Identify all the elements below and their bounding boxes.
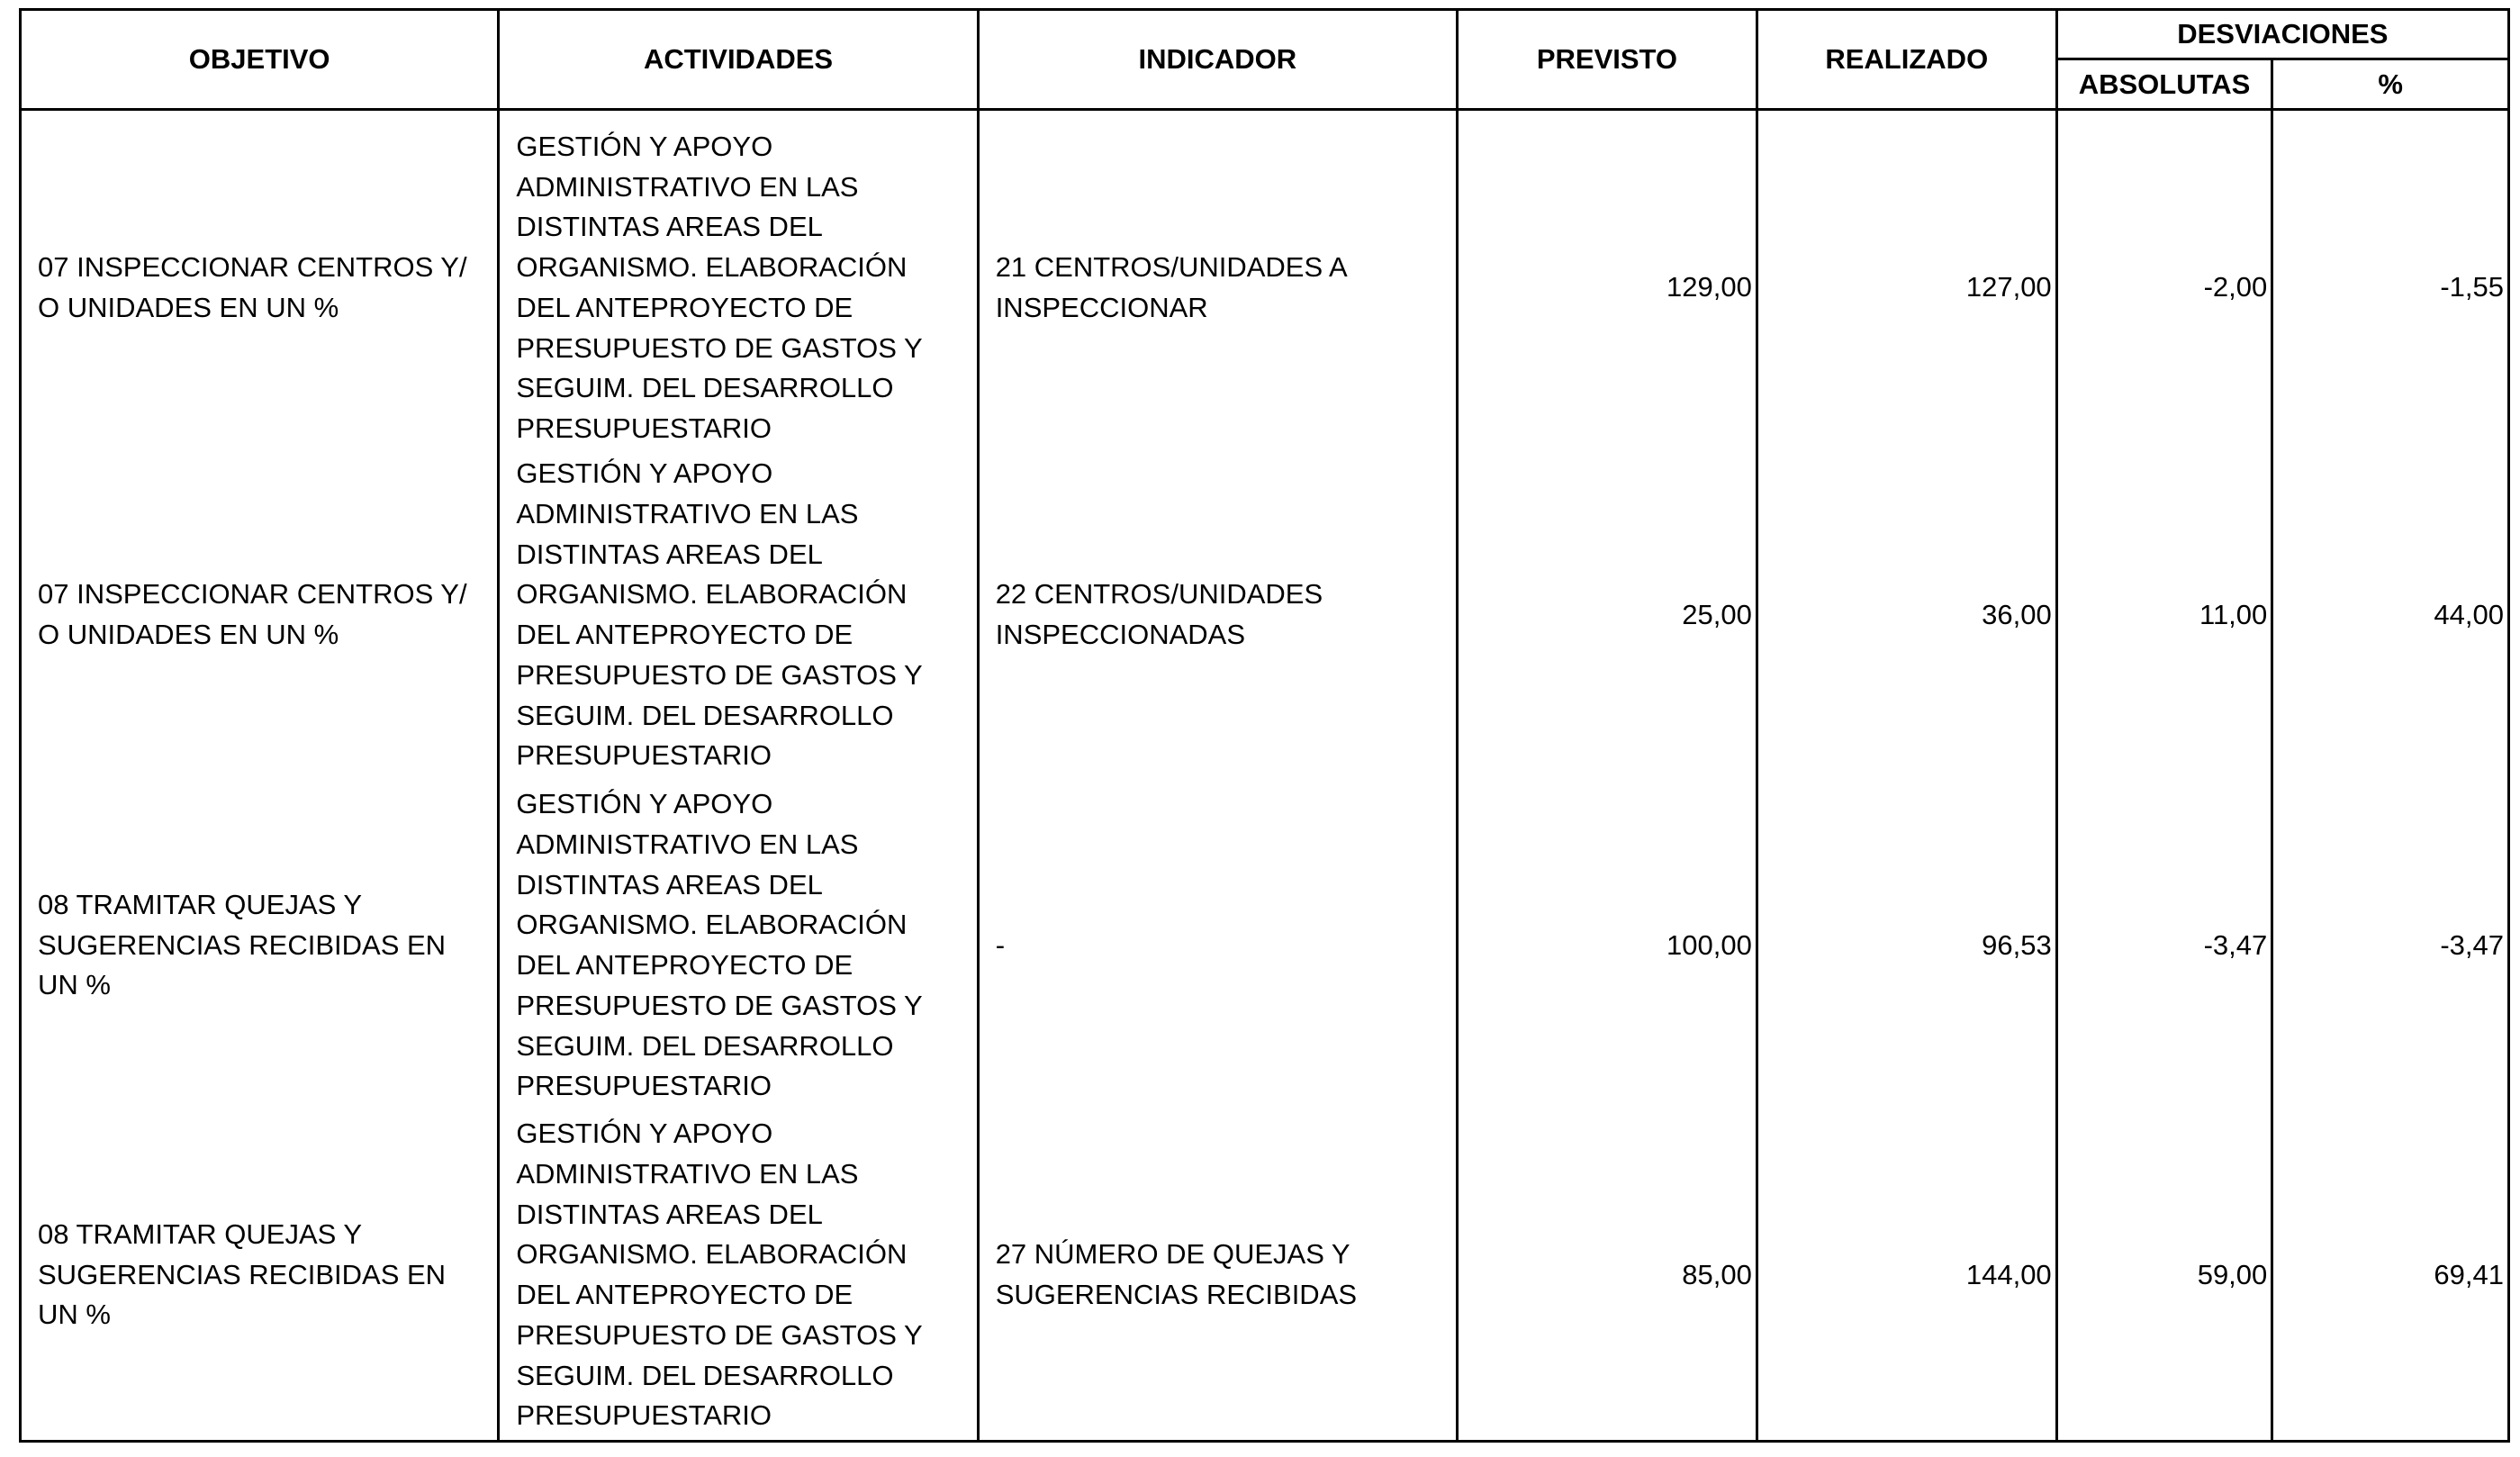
cell-absolutas: -2,00 xyxy=(2056,110,2272,450)
cell-porcentaje: 69,41 xyxy=(2272,1111,2509,1442)
cell-absolutas: 59,00 xyxy=(2056,1111,2272,1442)
cell-porcentaje: 44,00 xyxy=(2272,450,2509,781)
cell-objetivo: 08 TRAMITAR QUEJAS Y SUGERENCIAS RECIBIDAS EN UN % xyxy=(21,781,499,1111)
header-previsto: PREVISTO xyxy=(1458,10,1757,110)
cell-actividades: GESTIÓN Y APOYO ADMINISTRATIVO EN LAS DISTINTAS AREAS DEL ORGANISMO. ELABORACIÓN DEL ANTEPROYECTO DE PRESUPUESTO DE GASTOS Y SEGUIM. DEL DESARROLLO PRESUPUESTARIO xyxy=(499,781,978,1111)
cell-realizado: 144,00 xyxy=(1757,1111,2056,1442)
table-header xyxy=(21,10,2509,110)
deviation-table xyxy=(19,8,2510,1443)
cell-porcentaje: -1,55 xyxy=(2272,110,2509,450)
cell-previsto: 25,00 xyxy=(1458,450,1757,781)
cell-porcentaje: -3,47 xyxy=(2272,781,2509,1111)
table-body xyxy=(21,110,2509,1442)
cell-previsto: 129,00 xyxy=(1458,110,1757,450)
cell-absolutas: 11,00 xyxy=(2056,450,2272,781)
table-row xyxy=(21,781,2509,1111)
cell-objetivo: 08 TRAMITAR QUEJAS Y SUGERENCIAS RECIBIDAS EN UN % xyxy=(21,1111,499,1442)
cell-absolutas: -3,47 xyxy=(2056,781,2272,1111)
cell-indicador: 22 CENTROS/UNIDADES INSPECCIONADAS xyxy=(978,450,1457,781)
cell-objetivo: 07 INSPECCIONAR CENTROS Y/ O UNIDADES EN UN % xyxy=(21,110,499,450)
header-absolutas: ABSOLUTAS xyxy=(2056,59,2272,110)
cell-objetivo: 07 INSPECCIONAR CENTROS Y/ O UNIDADES EN UN % xyxy=(21,450,499,781)
cell-indicador: 21 CENTROS/UNIDADES A INSPECCIONAR xyxy=(978,110,1457,450)
header-indicador: INDICADOR xyxy=(978,10,1457,110)
cell-realizado: 36,00 xyxy=(1757,450,2056,781)
header-realizado: REALIZADO xyxy=(1757,10,2056,110)
table-row xyxy=(21,110,2509,450)
header-objetivo: OBJETIVO xyxy=(21,10,499,110)
cell-realizado: 127,00 xyxy=(1757,110,2056,450)
table-row xyxy=(21,1111,2509,1442)
cell-realizado: 96,53 xyxy=(1757,781,2056,1111)
cell-indicador: - xyxy=(978,781,1457,1111)
cell-previsto: 85,00 xyxy=(1458,1111,1757,1442)
table-row xyxy=(21,450,2509,781)
cell-actividades: GESTIÓN Y APOYO ADMINISTRATIVO EN LAS DISTINTAS AREAS DEL ORGANISMO. ELABORACIÓN DEL ANTEPROYECTO DE PRESUPUESTO DE GASTOS Y SEGUIM. DEL DESARROLLO PRESUPUESTARIO xyxy=(499,110,978,450)
header-desviaciones: DESVIACIONES xyxy=(2056,10,2508,59)
cell-indicador: 27 NÚMERO DE QUEJAS Y SUGERENCIAS RECIBIDAS xyxy=(978,1111,1457,1442)
header-porcentaje: % xyxy=(2272,59,2509,110)
cell-actividades: GESTIÓN Y APOYO ADMINISTRATIVO EN LAS DISTINTAS AREAS DEL ORGANISMO. ELABORACIÓN DEL ANTEPROYECTO DE PRESUPUESTO DE GASTOS Y SEGUIM. DEL DESARROLLO PRESUPUESTARIO xyxy=(499,450,978,781)
cell-actividades: GESTIÓN Y APOYO ADMINISTRATIVO EN LAS DISTINTAS AREAS DEL ORGANISMO. ELABORACIÓN DEL ANTEPROYECTO DE PRESUPUESTO DE GASTOS Y SEGUIM. DEL DESARROLLO PRESUPUESTARIO xyxy=(499,1111,978,1442)
header-actividades: ACTIVIDADES xyxy=(499,10,978,110)
cell-previsto: 100,00 xyxy=(1458,781,1757,1111)
